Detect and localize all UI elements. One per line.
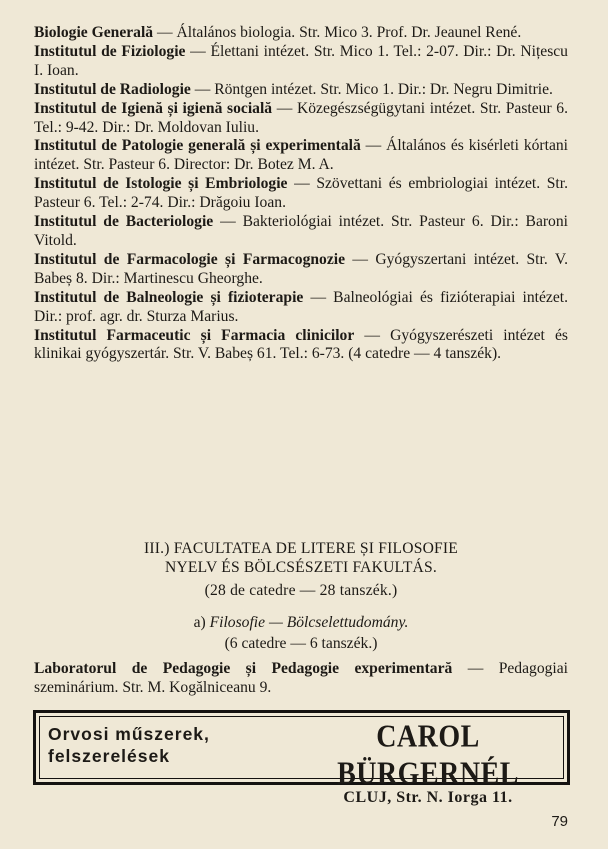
institute-name: Institutul Farmaceutic și Farmacia clinicilor	[34, 326, 355, 344]
institute-details: — Röntgen intézet. Str. Mico 1. Dir.: Dr. Negru Dimitrie.	[190, 80, 553, 98]
advertisement-address: CLUJ, Str. N. Iorga 11.	[343, 789, 513, 806]
subsection-title: Filosofie — Bölcselettudomány.	[209, 614, 409, 631]
page-number: 79	[551, 813, 568, 830]
subsection-title-line	[34, 614, 568, 633]
list-item	[34, 327, 568, 365]
institute-details: — Közegészségügytani intézet. Str. Pasteur 6. Tel.: 9-42. Dir.: Dr. Moldovan Iuliu.	[34, 99, 568, 136]
advertisement-tagline-line2: felszerelések	[48, 746, 170, 766]
subsection-chair-count: (6 catedre — 6 tanszék.)	[224, 634, 378, 652]
advertisement-box	[33, 710, 570, 806]
institute-details: — Általános biologia. Str. Mico 3. Prof. Dr. Jeaunel René.	[153, 24, 522, 41]
institute-details: — Bakteriológiai intézet. Str. Pasteur 6. Dir.: Baroni Vitold.	[34, 213, 568, 249]
institute-name: Institutul de Bacteriologie	[34, 213, 214, 231]
list-item	[34, 24, 568, 43]
institute-name: Institutul de Fiziologie	[34, 42, 186, 60]
institute-name: Institutul de Farmacologie și Farmacognozie	[34, 250, 346, 268]
list-item	[34, 289, 568, 327]
laboratory-name: Laboratorul de Pedagogie și Pedagogie experimentară	[34, 660, 453, 677]
faculty-title-ro: III.) FACULTATEA DE LITERE ȘI FILOSOFIE	[143, 540, 459, 557]
faculty-heading	[34, 540, 568, 601]
subsection-philosophy	[34, 614, 568, 654]
list-item	[34, 660, 568, 698]
advertisement-brand: CAROL BÜRGERNÉL	[337, 719, 519, 792]
list-item	[34, 137, 568, 175]
laboratory-details: — Pedagogiai szeminárium. Str. M. Kogălniceanu 9.	[34, 660, 569, 696]
subsection-label: a)	[193, 614, 206, 631]
institute-details: — Élettani intézet. Str. Mico 1. Tel.: 2-07. Dir.: Dr. Nițescu I. Ioan.	[34, 42, 568, 79]
advertisement-brand-block	[303, 719, 553, 808]
laboratory-entry	[34, 660, 568, 698]
institute-details: — Szövettani és embriologiai intézet. Str. Pasteur 6. Tel.: 2-74. Dir.: Drăgoiu Ioan.	[34, 175, 568, 212]
faculty-title-hu: NYELV ÉS BÖLCSÉSZETI FAKULTÁS.	[165, 558, 437, 576]
institute-details: — Balneológiai és fizióterapiai intézet. Dir.: prof. agr. dr. Sturza Marius.	[34, 288, 568, 325]
institute-name: Institutul de Patologie generală și experimentală	[34, 137, 361, 155]
institute-details: — Gyógyszerészeti intézet és klinikai gyógyszertár. Str. V. Babeș 61. Tel.: 6-73. (4 catedre — 4 tanszék).	[34, 326, 568, 363]
list-item	[34, 251, 568, 289]
institute-details: — Gyógyszertani intézet. Str. V. Babeș 8. Dir.: Martinescu Gheorghe.	[34, 250, 568, 287]
institute-list	[34, 24, 568, 364]
institute-name: Institutul de Istologie și Embriologie	[34, 175, 288, 193]
list-item	[34, 175, 568, 213]
institute-name: Institutul de Igienă și igienă socială	[34, 99, 273, 117]
advertisement-tagline	[48, 723, 298, 767]
list-item	[34, 100, 568, 138]
list-item	[34, 81, 568, 100]
institute-name: Institutul de Balneologie și fizioterapie	[34, 288, 304, 306]
list-item	[34, 213, 568, 251]
institute-details: — Általános és kisérleti kórtani intézet. Str. Pasteur 6. Director: Dr. Botez M. A.	[34, 137, 568, 174]
advertisement-tagline-line1: Orvosi műszerek,	[48, 724, 210, 744]
institute-name: Biologie Generală	[34, 24, 154, 41]
faculty-chair-count: (28 de catedre — 28 tanszék.)	[204, 581, 398, 599]
list-item	[34, 43, 568, 81]
institute-name: Institutul de Radiologie	[34, 80, 191, 98]
